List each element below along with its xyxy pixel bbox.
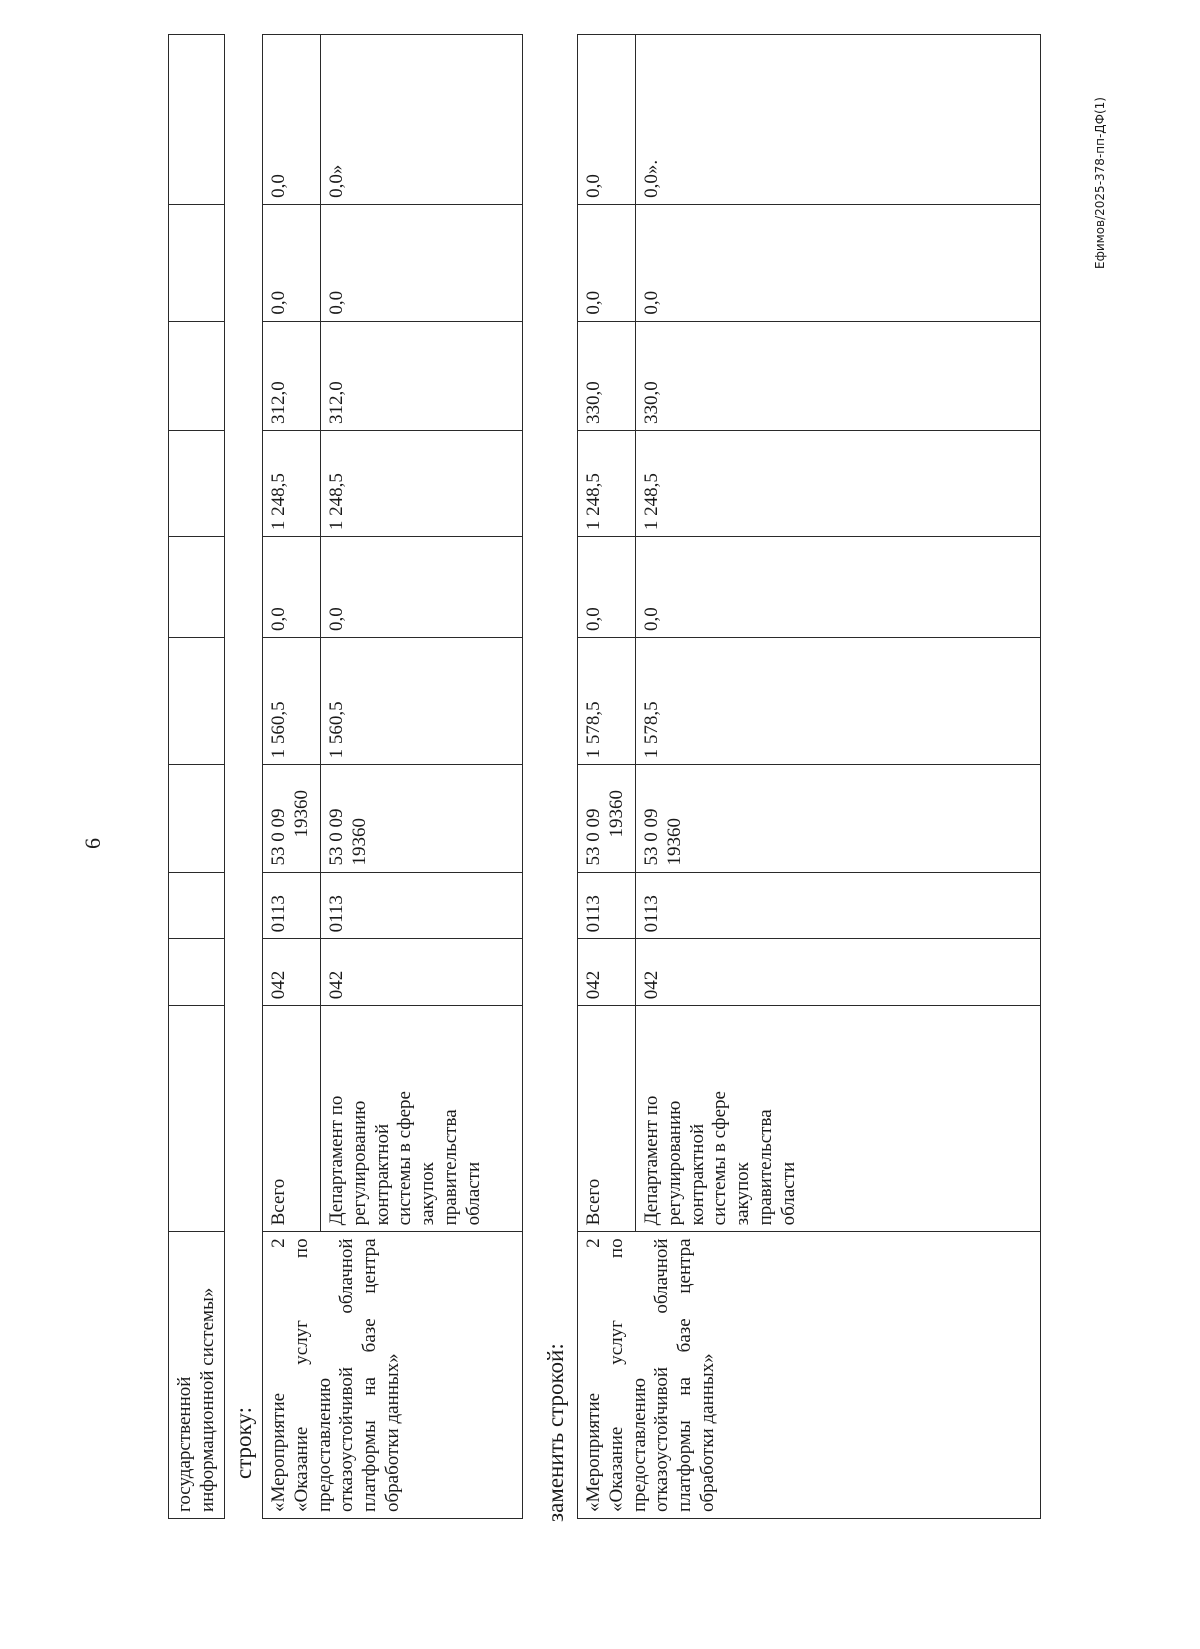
new-dept-rzpr: 0113 <box>636 872 1041 939</box>
new-dept-label: Департамент по регулированию контрактной системы в сфере закупок правительства области <box>636 1006 1041 1232</box>
new-total-value: 0,0 <box>578 35 636 205</box>
old-dept-value: 1 248,5 <box>321 430 523 536</box>
new-total-value: 1 578,5 <box>578 637 636 764</box>
old-dept-csr: 53 0 09 19360 <box>321 765 523 872</box>
old-total-value: 312,0 <box>263 321 321 430</box>
document-footer-code: Ефимов/2025-378-пп-ДФ(1) <box>1093 97 1107 269</box>
new-dept-value: 1 248,5 <box>636 430 1041 536</box>
old-row-table <box>262 34 523 1519</box>
new-total-value: 0,0 <box>578 537 636 638</box>
old-dept-value: 0,0 <box>321 537 523 638</box>
old-total-value: 1 560,5 <box>263 637 321 764</box>
new-row-table <box>577 34 1041 1519</box>
new-dept-value: 330,0 <box>636 321 1041 430</box>
old-total-value: 1 248,5 <box>263 430 321 536</box>
old-dept-value: 1 560,5 <box>321 637 523 764</box>
page-number: 6 <box>80 838 105 849</box>
new-total-value: 0,0 <box>578 204 636 321</box>
new-dept-value: 0,0 <box>636 537 1041 638</box>
old-dept-grbs: 042 <box>321 939 523 1006</box>
new-dept-value: 0,0 <box>636 204 1041 321</box>
new-dept-value: 0,0». <box>636 35 1041 205</box>
new-total-label: Всего <box>578 1006 636 1232</box>
old-total-label: Всего <box>263 1006 321 1232</box>
new-total-csr: 53 0 09 19360 <box>578 765 636 872</box>
old-dept-value: 0,0 <box>321 204 523 321</box>
new-total-value: 1 248,5 <box>578 430 636 536</box>
new-total-rzpr: 0113 <box>578 872 636 939</box>
old-dept-value: 312,0 <box>321 321 523 430</box>
old-dept-label: Департамент по регулированию контрактной системы в сфере закупок правительства области <box>321 1006 523 1232</box>
old-total-csr: 53 0 09 19360 <box>263 765 321 872</box>
new-measure-cell: «Мероприятие 2 «Оказание услуг по предоставлению отказоустойчивой облачной платформы на базе центра обработки данных» <box>578 1232 1041 1519</box>
old-total-grbs: 042 <box>263 939 321 1006</box>
new-dept-csr: 53 0 09 19360 <box>636 765 1041 872</box>
top-table-fragment <box>168 34 225 1519</box>
new-dept-grbs: 042 <box>636 939 1041 1006</box>
old-total-value: 0,0 <box>263 537 321 638</box>
old-total-row <box>263 35 321 1519</box>
old-total-value: 0,0 <box>263 35 321 205</box>
new-total-row <box>578 35 636 1519</box>
old-measure-cell: «Мероприятие 2 «Оказание услуг по предоставлению отказоустойчивой облачной платформы на базе центра обработки данных» <box>263 1232 523 1519</box>
new-dept-value: 1 578,5 <box>636 637 1041 764</box>
label-old-row: строку: <box>231 1407 256 1479</box>
top-name-cell: государственной информационной системы» <box>169 1232 225 1519</box>
old-dept-value: 0,0» <box>321 35 523 205</box>
old-total-rzpr: 0113 <box>263 872 321 939</box>
new-total-value: 330,0 <box>578 321 636 430</box>
new-total-grbs: 042 <box>578 939 636 1006</box>
old-dept-rzpr: 0113 <box>321 872 523 939</box>
old-total-value: 0,0 <box>263 204 321 321</box>
label-new-row: заменить строкой: <box>543 1343 568 1522</box>
